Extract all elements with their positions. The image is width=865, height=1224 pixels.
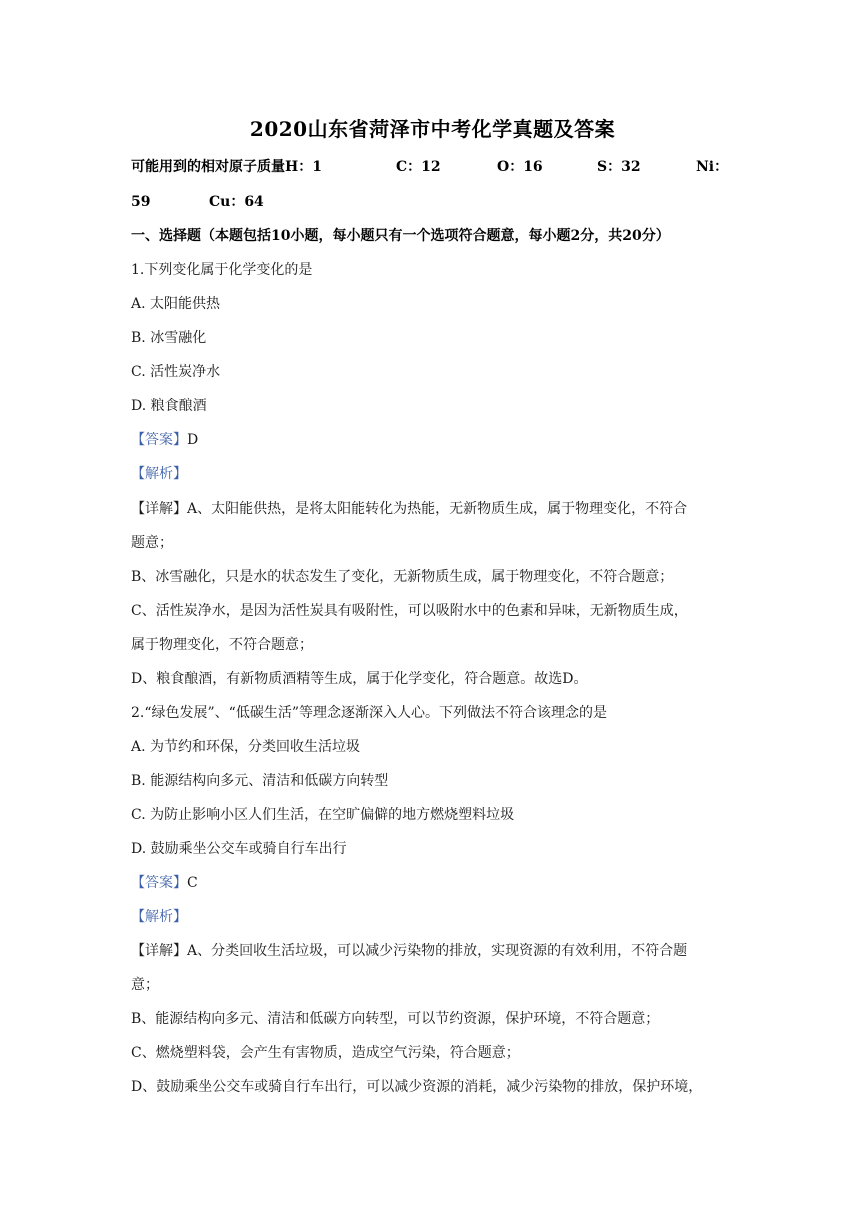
- answer-value: C: [187, 875, 198, 891]
- question-1-detail-line: 【详解】A、太阳能供热，是将太阳能转化为热能，无新物质生成，属于物理变化，不符合: [131, 501, 688, 517]
- mass-cu: Cu：64: [209, 194, 264, 210]
- question-2-detail-line: D、鼓励乘坐公交车或骑自行车出行，可以减少资源的消耗，减少污染物的排放，保护环境，: [131, 1079, 703, 1095]
- question-1-stem: 1.下列变化属于化学变化的是: [131, 262, 313, 278]
- mass-o: O：16: [497, 159, 543, 175]
- question-1-option-c: C. 活性炭净水: [131, 364, 221, 380]
- answer-label: 【答案】: [131, 432, 187, 448]
- question-1-answer: [131, 430, 198, 450]
- question-2-detail-line: 意；: [131, 977, 159, 993]
- question-1-detail-line: 属于物理变化，不符合题意；: [131, 637, 313, 653]
- question-2-detail-line: C、燃烧塑料袋，会产生有害物质，造成空气污染，符合题意；: [131, 1045, 520, 1061]
- answer-label: 【答案】: [131, 875, 187, 891]
- mass-h: H：1: [285, 159, 322, 175]
- question-2-option-c: C. 为防止影响小区人们生活，在空旷偏僻的地方燃烧塑料垃圾: [131, 807, 515, 823]
- question-1-option-b: B. 冰雪融化: [131, 330, 207, 346]
- question-1-detail-line: C、活性炭净水，是因为活性炭具有吸附性，可以吸附水中的色素和异味，无新物质生成，: [131, 603, 688, 619]
- question-2-option-b: B. 能源结构向多元、清洁和低碳方向转型: [131, 773, 389, 789]
- question-1-option-d: D. 粮食酿酒: [131, 398, 207, 414]
- question-2-answer: [131, 873, 198, 893]
- question-2-analysis-label: 【解析】: [131, 909, 187, 925]
- question-1-option-a: A. 太阳能供热: [131, 296, 221, 312]
- question-2-detail-line: B、能源结构向多元、清洁和低碳方向转型，可以节约资源，保护环境，不符合题意；: [131, 1011, 660, 1027]
- mass-c: C：12: [396, 159, 441, 175]
- question-2-option-a: A. 为节约和环保，分类回收生活垃圾: [131, 739, 361, 755]
- question-1-analysis-label: 【解析】: [131, 466, 187, 482]
- document-title: 2020山东省菏泽市中考化学真题及答案: [249, 117, 616, 141]
- mass-s: S：32: [597, 159, 641, 175]
- question-1-detail-line: 题意；: [131, 535, 173, 551]
- question-1-detail-line: D、粮食酿酒，有新物质酒精等生成，属于化学变化，符合题意。故选D。: [131, 671, 588, 687]
- answer-value: D: [187, 432, 199, 448]
- question-1-detail-line: B、冰雪融化，只是水的状态发生了变化，无新物质生成，属于物理变化，不符合题意；: [131, 569, 674, 585]
- masses-label: 可能用到的相对原子质量: [131, 159, 285, 175]
- question-2-stem: 2.“绿色发展”、“低碳生活”等理念逐渐深入人心。下列做法不符合该理念的是: [131, 705, 607, 721]
- mass-ni-value: 59: [131, 194, 151, 210]
- section-heading: 一、选择题（本题包括10小题，每小题只有一个选项符合题意，每小题2分，共20分）: [131, 228, 670, 244]
- mass-ni-label: Ni：: [696, 159, 729, 175]
- question-2-option-d: D. 鼓励乘坐公交车或骑自行车出行: [131, 841, 347, 857]
- question-2-detail-line: 【详解】A、分类回收生活垃圾，可以减少污染物的排放，实现资源的有效利用，不符合题: [131, 943, 688, 959]
